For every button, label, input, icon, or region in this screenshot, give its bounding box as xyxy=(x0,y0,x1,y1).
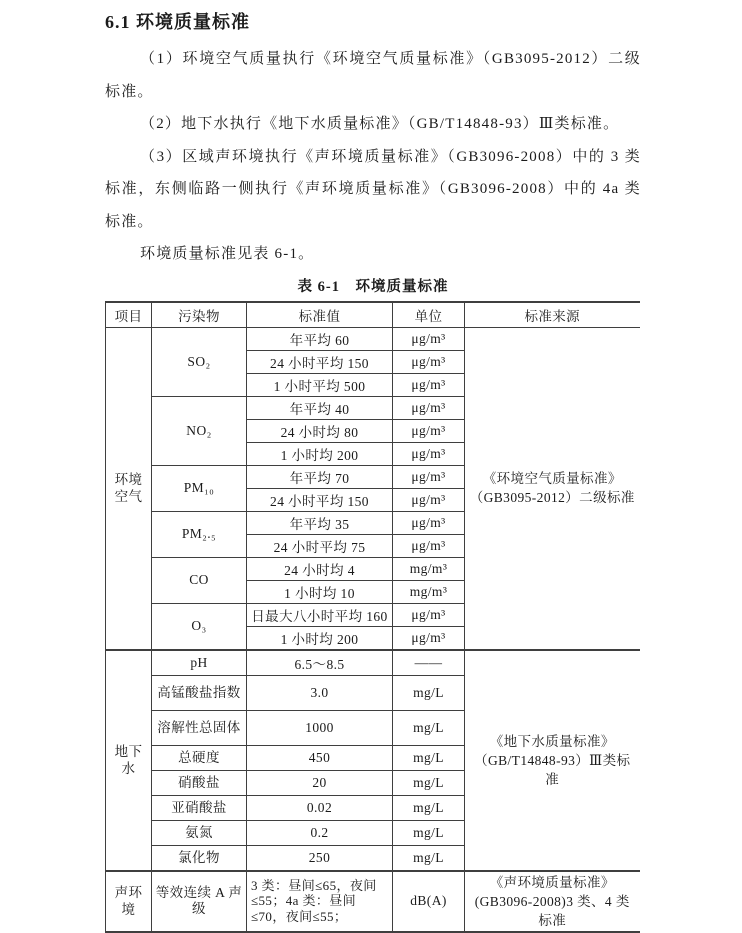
cell-pollutant: PM₂.₅ xyxy=(152,511,247,557)
column-header: 单位 xyxy=(393,302,465,328)
cell-pollutant: CO xyxy=(152,557,247,603)
cell-unit: μg/m³ xyxy=(393,350,465,373)
column-header: 标准来源 xyxy=(465,302,640,328)
cell-pollutant: 溶解性总固体 xyxy=(152,710,247,745)
cell-standard-value: 1000 xyxy=(247,710,393,745)
cell-standard-value: 3.0 xyxy=(247,675,393,710)
cell-pollutant: 氨氮 xyxy=(152,820,247,845)
cell-standard-value: 24 小时平均 150 xyxy=(247,350,393,373)
cell-pollutant: 总硬度 xyxy=(152,745,247,770)
cell-unit: mg/L xyxy=(393,795,465,820)
cell-standard-value: 250 xyxy=(247,845,393,871)
cell-standard-value: 0.02 xyxy=(247,795,393,820)
cell-pollutant: O₃ xyxy=(152,603,247,650)
cell-standard-value: 24 小时均 80 xyxy=(247,419,393,442)
cell-unit: mg/L xyxy=(393,745,465,770)
cell-source: 《环境空气质量标准》（GB3095-2012）二级标准 xyxy=(465,327,640,650)
cell-standard-value: 年平均 60 xyxy=(247,327,393,350)
table-header-row xyxy=(106,302,640,328)
cell-unit: mg/L xyxy=(393,845,465,871)
cell-project: 环境空气 xyxy=(106,327,152,650)
table-body xyxy=(106,327,640,932)
cell-unit: mg/m³ xyxy=(393,580,465,603)
cell-unit: μg/m³ xyxy=(393,419,465,442)
cell-standard-value: 6.5～8.5 xyxy=(247,650,393,676)
cell-pollutant: 亚硝酸盐 xyxy=(152,795,247,820)
cell-standard-value: 年平均 70 xyxy=(247,465,393,488)
cell-project: 声环境 xyxy=(106,871,152,932)
cell-unit: μg/m³ xyxy=(393,488,465,511)
cell-unit: μg/m³ xyxy=(393,465,465,488)
cell-unit: μg/m³ xyxy=(393,603,465,626)
table-row xyxy=(106,327,640,350)
cell-standard-value: 20 xyxy=(247,770,393,795)
cell-standard-value: 年平均 40 xyxy=(247,396,393,419)
cell-unit: mg/L xyxy=(393,710,465,745)
column-header: 标准值 xyxy=(247,302,393,328)
cell-unit: mg/m³ xyxy=(393,557,465,580)
cell-unit: μg/m³ xyxy=(393,396,465,419)
table-caption: 表 6-1 环境质量标准 xyxy=(297,278,449,295)
cell-pollutant: SO₂ xyxy=(152,327,247,396)
table-row xyxy=(106,650,640,676)
cell-unit: mg/L xyxy=(393,820,465,845)
cell-source: 《地下水质量标准》（GB/T14848-93）Ⅲ类标准 xyxy=(465,650,640,871)
cell-unit: dB(A) xyxy=(393,871,465,932)
cell-unit: μg/m³ xyxy=(393,626,465,650)
cell-pollutant: pH xyxy=(152,650,247,676)
cell-pollutant: PM₁₀ xyxy=(152,465,247,511)
cell-standard-value: 日最大八小时平均 160 xyxy=(247,603,393,626)
cell-standard-value: 1 小时均 10 xyxy=(247,580,393,603)
cell-unit: —— xyxy=(393,650,465,676)
cell-pollutant: NO₂ xyxy=(152,396,247,465)
cell-unit: μg/m³ xyxy=(393,442,465,465)
document-page xyxy=(105,8,641,933)
cell-standard-value: 0.2 xyxy=(247,820,393,845)
environment-quality-standards-table xyxy=(105,301,640,933)
cell-standard-value: 1 小时平均 500 xyxy=(247,373,393,396)
cell-unit: mg/L xyxy=(393,675,465,710)
section-heading: 6.1 环境质量标准 xyxy=(105,12,250,32)
cell-unit: μg/m³ xyxy=(393,327,465,350)
cell-standard-value: 1 小时均 200 xyxy=(247,626,393,650)
table-row xyxy=(106,871,640,932)
cell-pollutant: 高锰酸盐指数 xyxy=(152,675,247,710)
cell-standard-value: 450 xyxy=(247,745,393,770)
table-header xyxy=(106,302,640,328)
paragraph-air-standard: （1）环境空气质量执行《环境空气质量标准》（GB3095-2012）二级标准。 xyxy=(105,51,641,100)
cell-unit: μg/m³ xyxy=(393,534,465,557)
cell-pollutant: 硝酸盐 xyxy=(152,770,247,795)
paragraph-groundwater-standard: （2）地下水执行《地下水质量标准》（GB/T14848-93）Ⅲ类标准。 xyxy=(140,116,620,132)
cell-standard-value: 24 小时均 4 xyxy=(247,557,393,580)
cell-unit: mg/L xyxy=(393,770,465,795)
cell-unit: μg/m³ xyxy=(393,373,465,396)
cell-standard-value: 年平均 35 xyxy=(247,511,393,534)
column-header: 项目 xyxy=(106,302,152,328)
cell-standard-value: 3 类：昼间≤65，夜间≤55；4a 类：昼间≤70，夜间≤55； xyxy=(247,871,393,932)
cell-standard-value: 24 小时平均 75 xyxy=(247,534,393,557)
cell-standard-value: 24 小时平均 150 xyxy=(247,488,393,511)
paragraph-table-reference: 环境质量标准见表 6-1。 xyxy=(140,246,315,262)
cell-pollutant: 氯化物 xyxy=(152,845,247,871)
cell-project: 地下水 xyxy=(106,650,152,871)
cell-unit: μg/m³ xyxy=(393,511,465,534)
cell-pollutant: 等效连续 A 声级 xyxy=(152,871,247,932)
paragraph-noise-standard: （3）区域声环境执行《声环境质量标准》（GB3096-2008）中的 3 类标准，东侧临路一侧执行《声环境质量标准》（GB3096-2008）中的 4a 类标准。 xyxy=(105,148,641,230)
cell-standard-value: 1 小时均 200 xyxy=(247,442,393,465)
column-header: 污染物 xyxy=(152,302,247,328)
cell-source: 《声环境质量标准》(GB3096-2008)3 类、4 类标准 xyxy=(465,871,640,932)
